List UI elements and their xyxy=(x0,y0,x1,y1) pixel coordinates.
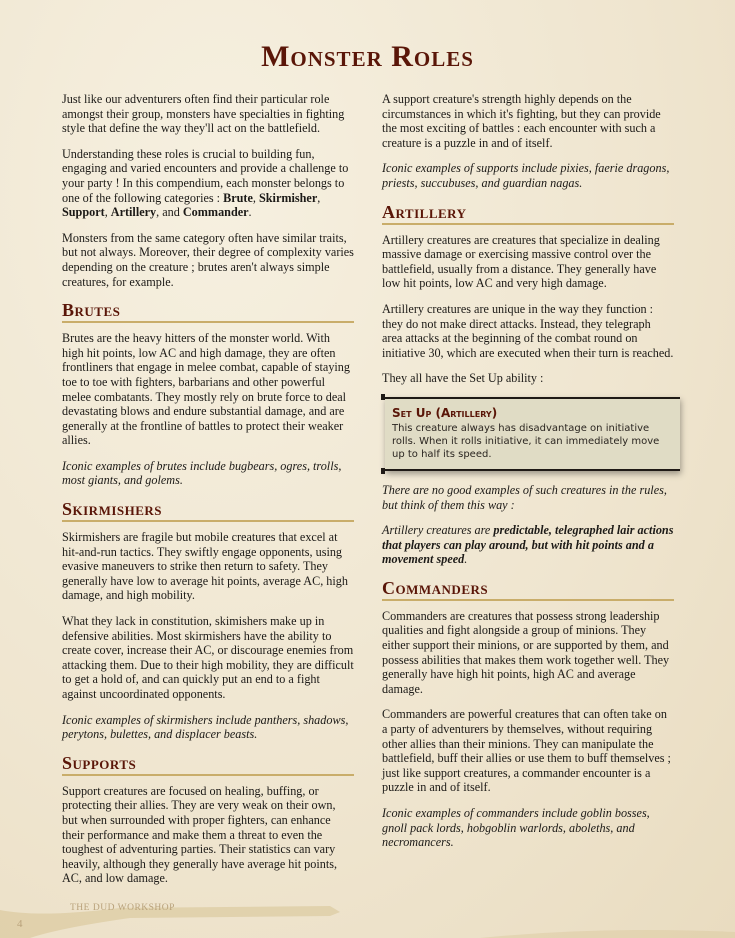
skirmishers-text-1: Skirmishers are fragile but mobile creatures that excel at hit-and-run tactics. They swiftly engage opponents, using evasive maneuvers to strike then return to safety. They generally have low to average hit points, average AC, high damage, and high mobility. xyxy=(62,530,348,603)
commanders-text-1: Commanders are creatures that possess strong leadership qualities and fight alongside a group of minions. They either support their minions, or are supported by them, and possess abilities that makes them work together well. They generally have high hit points, high AC and average damage. xyxy=(382,608,670,696)
statblock-text: This creature always has disadvantage on initiative rolls. When it rolls initiative, it can immediately move up to half its speed. xyxy=(392,422,660,460)
intro-paragraph-3: Monsters from the same category often have similar traits, but not always. Moreover, their degree of complexity varies depending on the creature ; brutes aren't always simple creatures, for example. xyxy=(62,230,354,289)
heading-commanders: Commanders xyxy=(382,578,674,601)
left-column xyxy=(62,92,354,897)
heading-artillery: Artillery xyxy=(382,202,674,225)
supports-continued: A support creature's strength highly depends on the circumstances in which it's fighting, but they can provide the most exciting of battles : each encounter with such a creature is a puzzle in and of itself. xyxy=(382,92,661,150)
heading-brutes: Brutes xyxy=(62,300,354,323)
category-support: Support xyxy=(62,205,105,220)
artillery-text-1: Artillery creatures are creatures that specialize in dealing massive damage or exercising massive control over the battlefield, usually from a distance. They generally have low hit points, low AC and very high damage. xyxy=(382,232,660,291)
intro-paragraph-2: Understanding these roles is crucial to building fun, engaging and varied encounters and provide a challenge to your party ! In this compendium, each monster belongs to one of the following categories : Brute, Skirmisher, Support, Artillery, and Commander. xyxy=(62,146,349,220)
set-up-statblock xyxy=(385,397,680,471)
artillery-text-3: They all have the Set Up ability : xyxy=(382,371,544,386)
category-commander: Commander xyxy=(182,205,249,220)
right-column xyxy=(382,92,674,861)
statblock-title: Set Up (Artillery) xyxy=(392,405,498,420)
artillery-summary-bold: predictable, telegraphed lair actions that players can play around, but with hit points and a movement speed xyxy=(382,523,674,567)
category-skirmisher: Skirmisher xyxy=(259,190,318,205)
intro-paragraph-1: Just like our adventurers often find their particular role amongst their group, monsters have specialties in fighting style that define the way they'll act on the battlefield. xyxy=(62,92,345,136)
artillery-text-2: Artillery creatures are unique in the way they function : they do not make direct attacks. Instead, they telegraph area attacks at the beginning of the combat round on initiative 30, which are executed when their turn is reached. xyxy=(382,301,674,360)
page-number: 4 xyxy=(17,918,23,930)
supports-text: Support creatures are focused on healing, buffing, or protecting their allies. They are very weak on their own, but when surrounded with proper fighters, can enhance their performance and make them a threat to even the toughest of adventuring parties. Their statistics can vary heavily, although they generally have average hit points, AC, and low damage. xyxy=(62,783,338,886)
category-brute: Brute xyxy=(223,190,253,205)
page-title: Monster Roles xyxy=(261,40,474,73)
commanders-examples: Iconic examples of commanders include goblin bosses, gnoll pack lords, hobgoblin warlords, aboleths, and necromancers. xyxy=(382,806,650,850)
footer-label: THE DUD WORKSHOP xyxy=(70,903,175,913)
artillery-summary: Artillery creatures are predictable, telegraphed lair actions that players can play around, but with hit points and a movement speed. xyxy=(382,523,674,567)
brutes-examples: Iconic examples of brutes include bugbears, ogres, trolls, most giants, and golems. xyxy=(62,458,342,488)
heading-skirmishers: Skirmishers xyxy=(62,499,354,522)
brutes-text: Brutes are the heavy hitters of the monster world. With high hit points, low AC and high damage, they are often frontliners that engage in melee combat, capable of staying toe to toe with fighters, barbarians and other powerful melee combatants. They mostly rely on brute force to deal devastating blows and endure substantial damage, and are generally at the frontline of battles to protect their weaker allies. xyxy=(62,331,350,448)
commanders-text-2: Commanders are powerful creatures that can often take on a party of adventurers by themselves, without requiring other allies than their minions. They can manipulate the battlefield, buff their allies or use them to buff themselves ; just like support creatures, a commander encounter is a puzzle in and of itself. xyxy=(382,707,671,795)
artillery-note: There are no good examples of such creatures in the rules, but think of them this way : xyxy=(382,482,667,512)
heading-supports: Supports xyxy=(62,753,354,776)
supports-examples: Iconic examples of supports include pixies, faerie dragons, priests, succubuses, and guardian nagas. xyxy=(382,161,670,190)
category-artillery: Artillery xyxy=(110,205,157,220)
skirmishers-examples: Iconic examples of skirmishers include panthers, shadows, perytons, bulettes, and displacer beasts. xyxy=(62,712,349,742)
skirmishers-text-2: What they lack in constitution, skimishers make up in defensive abilities. Most skirmishers have the ability to create cover, increase their AC, or discourage enemies from attacking them. Due to their high mobility, they are difficult to get a hold of, and can quickly put an end to a fight against uncoordinated opponents. xyxy=(62,614,354,701)
